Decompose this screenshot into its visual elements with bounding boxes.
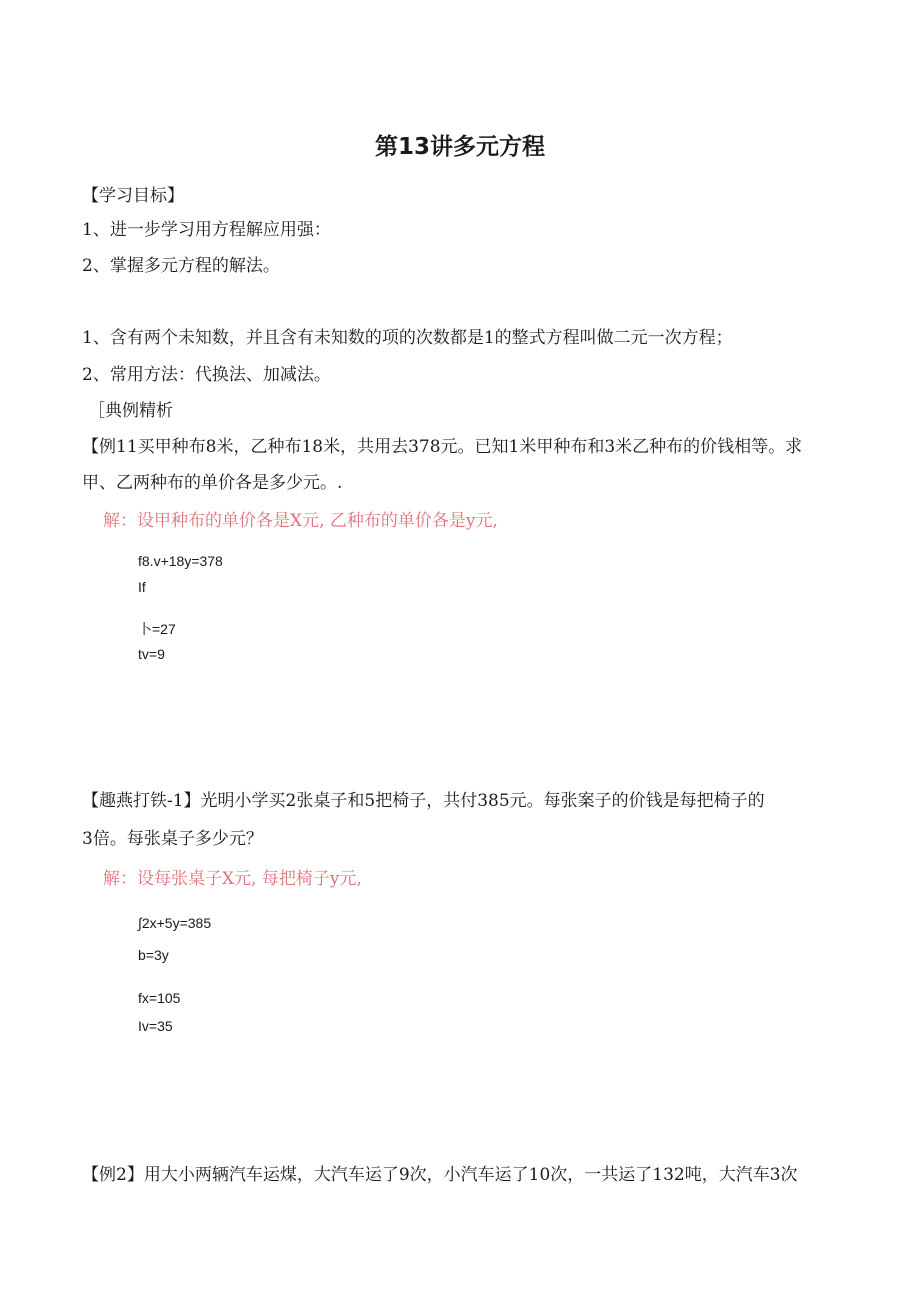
page-title: 第13讲多元方程 [374,134,545,160]
example2-problem-line1: 【例2】用大小两辆汽车运煤，大汽车运了9次，小汽车运了10次，一共运了132吨，大汽车3次 [82,1165,798,1185]
objective-item-2: 2、掌握多元方程的解法。 [82,256,280,276]
concept-item-1: 1、含有两个未知数，并且含有未知数的项的次数都是1的整式方程叫做二元一次方程； [82,328,733,348]
examples-heading: ［典例精析 [88,401,173,421]
objectives-heading: 【学习目标】 [82,186,184,206]
practice1-equation-3: fx=105 [138,990,181,1006]
example1-equation-1: f8.v+18y=378 [138,553,223,569]
concept-item-2: 2、常用方法：代换法、加减法。 [82,365,331,385]
practice1-equation-4: Iv=35 [138,1018,173,1034]
example1-equation-2: If [138,579,146,595]
practice1-equation-1: ∫2x+5y=385 [138,915,212,931]
practice1-solution: 解：设每张桌子X元, 每把椅子y元, [103,869,362,889]
example1-solution: 解：设甲种布的单价各是X元, 乙种布的单价各是y元, [103,511,498,531]
example1-problem-line2: 甲、乙两种布的单价各是多少元。. [82,473,343,493]
practice1-problem-line2: 3倍。每张桌子多少元？ [82,829,263,849]
example1-equation-3: 卜=27 [138,621,176,637]
objective-item-1: 1、进一步学习用方程解应用强： [82,220,331,240]
practice1-equation-2: b=3y [138,947,169,963]
practice1-problem-line1: 【趣燕打铁-1】光明小学买2张桌子和5把椅子，共付385元。每张案子的价钱是每把椅子的 [82,791,765,811]
example1-problem-line1: 【例11买甲种布8米，乙种布18米，共用去378元。已知1米甲种布和3米乙种布的价钱相等。求 [82,437,803,457]
example1-equation-4: tv=9 [138,646,165,662]
